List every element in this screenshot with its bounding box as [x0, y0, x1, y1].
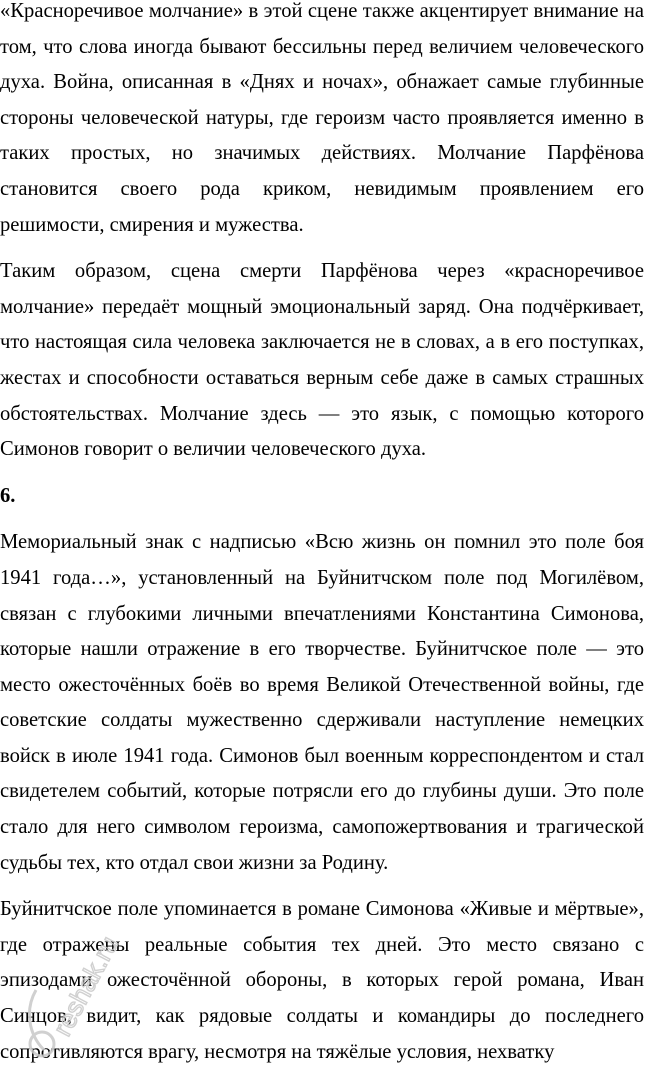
paragraph-eloquent-silence: «Красноречивое молчание» в этой сцене также акцентирует внимание на том, что слова иногда бывают бессильны перед величием человеческого духа. Война, описанная в «Днях и ночах», обнажает самые глубинные стороны человеческой натуры, где героизм часто проявляется именно в таких простых, но значимых действиях. Молчание Парфёнова становится своего рода криком, невидимым проявлением его решимости, смирения и мужества. [0, 0, 644, 236]
paragraph-conclusion: Таким образом, сцена смерти Парфёнова через «красноречивое молчание» передаёт мощный эмоциональный заряд. Она подчёркивает, что настоящая сила человека заключается не в словах, а в его поступках, жестах и способности оставаться верным себе даже в самых страшных обстоятельствах. Молчание здесь — это язык, с помощью которого Симонов говорит о величии человеческого духа. [0, 260, 644, 461]
paragraph-memorial-sign: Мемориальный знак с надписью «Всю жизнь он помнил это поле боя 1941 года…», установленный на Буйнитчском поле под Могилёвом, связан с глубокими личными впечатлениями Константина Симонова, которые нашли отражение в его творчестве. Буйнитчское поле — это место ожесточённых боёв во время Великой Отечественной войны, где советские солдаты мужественно сдерживали наступление немецких войск в июле 1941 года. Симонов был военным корреспондентом и стал свидетелем событий, которые потрясли его до глубины души. Это поле стало для него символом героизма, самопожертвования и трагической судьбы тех, кто отдал свои жизни за Родину. [0, 531, 644, 874]
watermark-text: reshak.ru [46, 931, 125, 1041]
section-number: 6. [0, 484, 16, 507]
paragraph-buynichi-field: Буйнитчское поле упоминается в романе Симонова «Живые и мёртвые», где отражены реальные события тех дней. Это место связано с эпизодами ожесточённой обороны, в которых герой романа, Иван Синцов, видит, как рядовые солдаты и командиры до последнего сопротивляются врагу, несмотря на тяжёлые условия, нехватку [0, 898, 644, 1063]
